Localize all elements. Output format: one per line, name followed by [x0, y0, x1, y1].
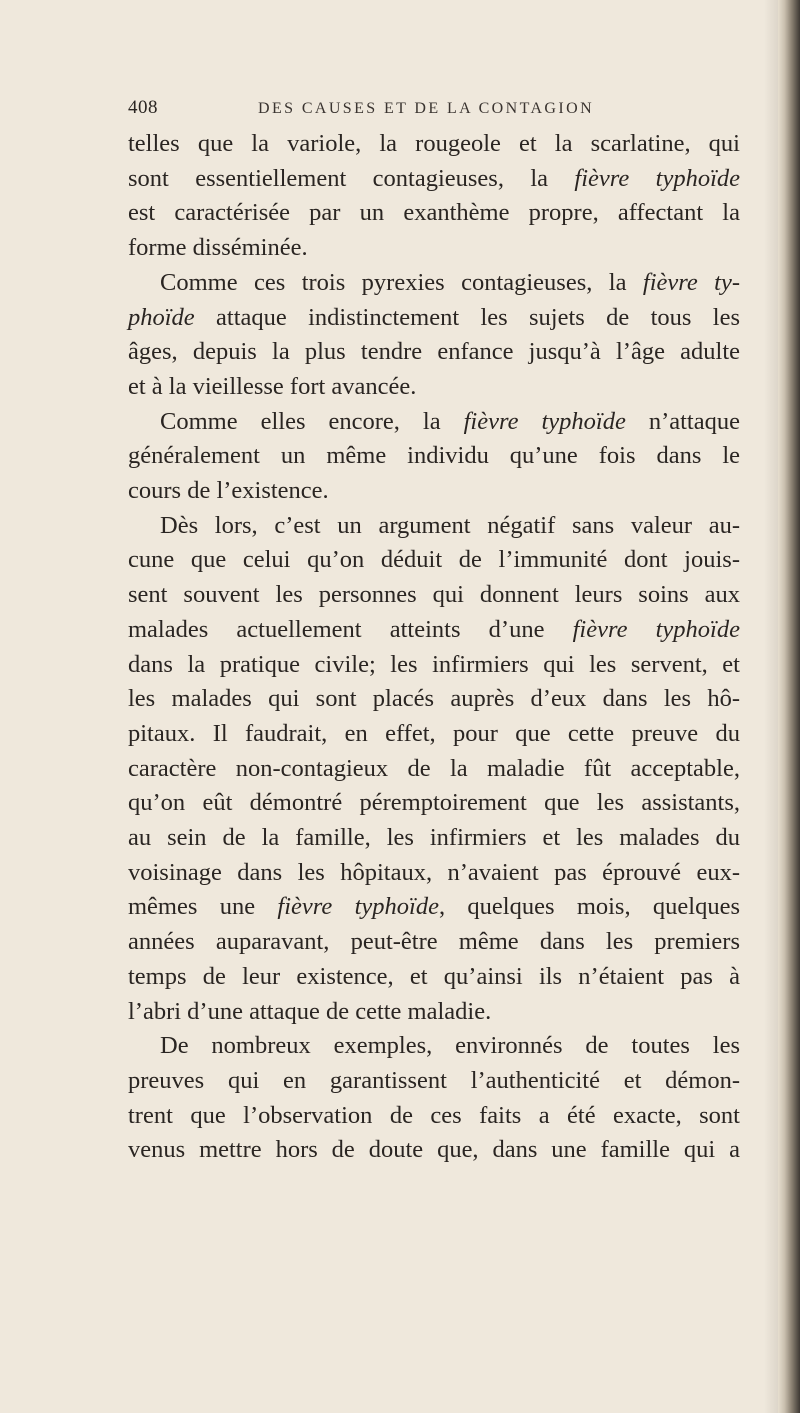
- text-line: [128, 856, 740, 891]
- line-text: n’attaque: [625, 407, 740, 435]
- line-text: venus mettre hors de doute que, dans une famille qui a: [128, 1136, 740, 1164]
- text-line: [128, 613, 740, 648]
- text-line: [128, 231, 740, 266]
- line-text: telles que la variole, la rougeole et la scarlatine, qui: [128, 130, 740, 157]
- text-line: [128, 370, 740, 405]
- text-line: [128, 474, 740, 509]
- page-edge: [778, 0, 800, 1413]
- body-text: [128, 127, 740, 1168]
- line-text: cours de l’existence.: [128, 477, 329, 505]
- italic-term: fièvre typhoïde: [277, 893, 439, 921]
- line-text: sont essentiellement contagieuses, la: [128, 164, 575, 192]
- text-line: [128, 1099, 740, 1134]
- italic-term: fièvre typhoïde: [463, 407, 626, 435]
- text-line: [128, 301, 740, 336]
- line-text: cune que celui qu’on déduit de l’immunité dont jouis-: [128, 546, 740, 574]
- line-text: Dès lors, c’est un argument négatif sans valeur au-: [160, 511, 740, 539]
- line-text: mêmes une: [128, 893, 278, 921]
- italic-term: phoïde: [128, 303, 195, 331]
- line-text: généralement un même individu qu’une fois dans le: [128, 442, 740, 470]
- running-title: DES CAUSES ET DE LA CONTAGION: [258, 100, 595, 117]
- line-text: forme disséminée.: [128, 234, 308, 262]
- line-text: Comme ces trois pyrexies contagieuses, la: [160, 268, 643, 296]
- text-line: [128, 335, 740, 370]
- text-line: [128, 1064, 740, 1099]
- line-text: et à la vieillesse fort avancée.: [128, 372, 417, 400]
- italic-term: fièvre ty-: [642, 268, 741, 296]
- text-line: [128, 752, 740, 787]
- text-line: [128, 127, 740, 162]
- text-line: [128, 405, 740, 440]
- line-text: années auparavant, peut-être même dans les premiers: [128, 928, 740, 956]
- line-text: l’abri d’une attaque de cette maladie.: [128, 997, 492, 1025]
- text-line: [128, 995, 740, 1030]
- page-gutter-shadow: [764, 0, 778, 1413]
- text-line: [128, 439, 740, 474]
- text-line: [128, 509, 740, 544]
- text-line: [128, 925, 740, 960]
- text-line: [128, 1133, 740, 1168]
- line-text: temps de leur existence, et qu’ainsi ils n’étaient pas à: [128, 962, 740, 990]
- italic-term: fièvre typhoïde: [574, 164, 740, 192]
- text-line: [128, 1029, 740, 1064]
- line-text: trent que l’observation de ces faits a été exacte, sont: [128, 1101, 740, 1129]
- line-text: pitaux. Il faudrait, en effet, pour que cette preuve du: [128, 719, 740, 747]
- italic-term: fièvre typhoïde: [572, 615, 740, 643]
- line-text: dans la pratique civile; les infirmiers qui les servent, et: [128, 650, 740, 678]
- line-text: caractère non-contagieux de la maladie fût acceptable,: [128, 754, 740, 782]
- line-text: est caractérisée par un exanthème propre, affectant la: [128, 199, 740, 227]
- line-text: malades actuellement atteints d’une: [128, 615, 573, 643]
- line-text: sent souvent les personnes qui donnent leurs soins aux: [128, 581, 740, 609]
- text-line: [128, 162, 740, 197]
- line-text: voisinage dans les hôpitaux, n’avaient pas éprouvé eux-: [128, 858, 740, 886]
- text-line: [128, 578, 740, 613]
- text-line: [128, 717, 740, 752]
- line-text: De nombreux exemples, environnés de toutes les: [160, 1032, 740, 1060]
- text-line: [128, 266, 740, 301]
- line-text: au sein de la famille, les infirmiers et les malades du: [128, 824, 740, 852]
- page-header: [128, 97, 728, 123]
- text-line: [128, 821, 740, 856]
- text-line: [128, 786, 740, 821]
- line-text: , quelques mois, quelques: [438, 893, 740, 921]
- line-text: âges, depuis la plus tendre enfance jusqu’à l’âge adulte: [128, 338, 740, 366]
- text-line: [128, 960, 740, 995]
- line-text: qu’on eût démontré péremptoirement que les assistants,: [128, 789, 740, 817]
- text-line: [128, 648, 740, 683]
- text-line: [128, 543, 740, 578]
- line-text: preuves qui en garantissent l’authenticité et démon-: [128, 1066, 740, 1094]
- page-number: 408: [128, 97, 158, 118]
- text-line: [128, 682, 740, 717]
- line-text: les malades qui sont placés auprès d’eux dans les hô-: [128, 685, 740, 713]
- line-text: Comme elles encore, la: [160, 407, 464, 435]
- text-line: [128, 196, 740, 231]
- line-text: attaque indistinctement les sujets de tous les: [194, 303, 740, 331]
- text-line: [128, 890, 740, 925]
